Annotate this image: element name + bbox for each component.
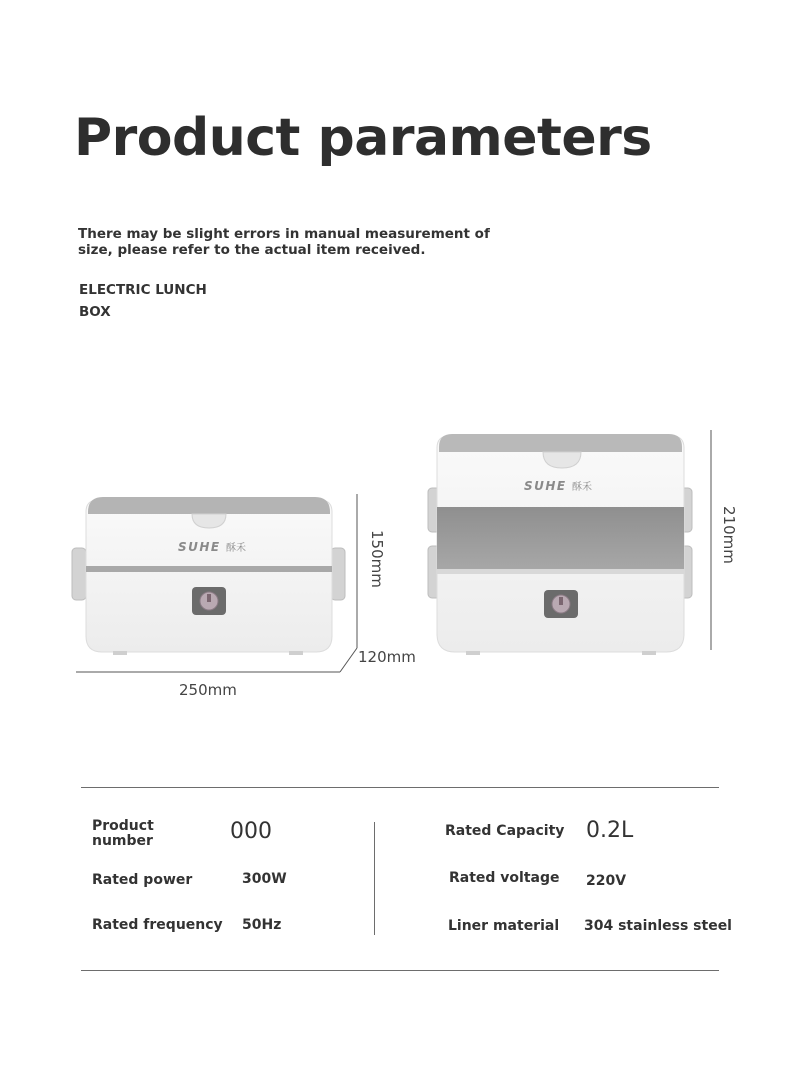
table-bottom-rule bbox=[81, 970, 719, 971]
product-illustration bbox=[0, 400, 800, 720]
product-name-line-2: BOX bbox=[79, 304, 111, 320]
table-column-divider bbox=[374, 822, 375, 935]
spec-value-liner-material: 304 stainless steel bbox=[584, 918, 732, 934]
disclaimer-line-2: size, please refer to the actual item received. bbox=[78, 242, 426, 258]
width-dimension-label: 250mm bbox=[179, 681, 237, 699]
spec-label-product-number bbox=[92, 819, 154, 849]
height-small-dimension-label: 150mm bbox=[368, 530, 386, 588]
page-title: Product parameters bbox=[74, 108, 652, 168]
spec-value-product-number: 000 bbox=[230, 819, 272, 844]
brand-logo-cjk: 酥禾 bbox=[226, 543, 246, 554]
knob-indicator bbox=[207, 594, 211, 602]
brand-logo: SUHE bbox=[178, 540, 221, 554]
seam-band bbox=[437, 569, 684, 574]
foot bbox=[113, 651, 127, 655]
product-name bbox=[79, 279, 207, 323]
spec-label-rated-capacity: Rated Capacity bbox=[445, 823, 565, 839]
right-handle bbox=[331, 548, 345, 600]
spec-label-liner-material: Liner material bbox=[448, 918, 560, 934]
double-layer-lunch-box bbox=[428, 434, 692, 655]
knob-indicator bbox=[559, 597, 563, 605]
middle-layer-band bbox=[437, 507, 684, 569]
brand-logo-cjk: 酥禾 bbox=[572, 482, 592, 493]
brand-logo: SUHE bbox=[524, 479, 567, 493]
spec-value-rated-frequency: 50Hz bbox=[242, 917, 282, 933]
table-top-rule bbox=[81, 787, 719, 788]
spec-label-rated-voltage: Rated voltage bbox=[449, 870, 560, 886]
box-lid bbox=[439, 434, 682, 452]
spec-value-rated-voltage: 220V bbox=[586, 873, 627, 889]
depth-dimension-label: 120mm bbox=[358, 648, 416, 666]
box-lid bbox=[88, 497, 330, 514]
spec-label-product-number-line-2: number bbox=[92, 833, 153, 849]
single-layer-lunch-box bbox=[72, 497, 345, 655]
foot bbox=[642, 651, 656, 655]
foot bbox=[466, 651, 480, 655]
left-handle bbox=[72, 548, 86, 600]
spec-label-rated-power: Rated power bbox=[92, 872, 193, 888]
seam-band bbox=[86, 566, 332, 572]
spec-value-rated-power: 300W bbox=[242, 871, 287, 887]
foot bbox=[289, 651, 303, 655]
measurement-disclaimer bbox=[78, 226, 518, 258]
spec-label-product-number-line-1: Product bbox=[92, 818, 154, 834]
height-large-dimension-label: 210mm bbox=[720, 506, 738, 564]
product-name-line-1: ELECTRIC LUNCH bbox=[79, 282, 207, 298]
disclaimer-line-1: There may be slight errors in manual measurement of bbox=[78, 226, 490, 242]
depth-dimension-line bbox=[340, 648, 357, 672]
spec-label-rated-frequency: Rated frequency bbox=[92, 917, 223, 933]
spec-value-rated-capacity: 0.2L bbox=[586, 818, 634, 843]
